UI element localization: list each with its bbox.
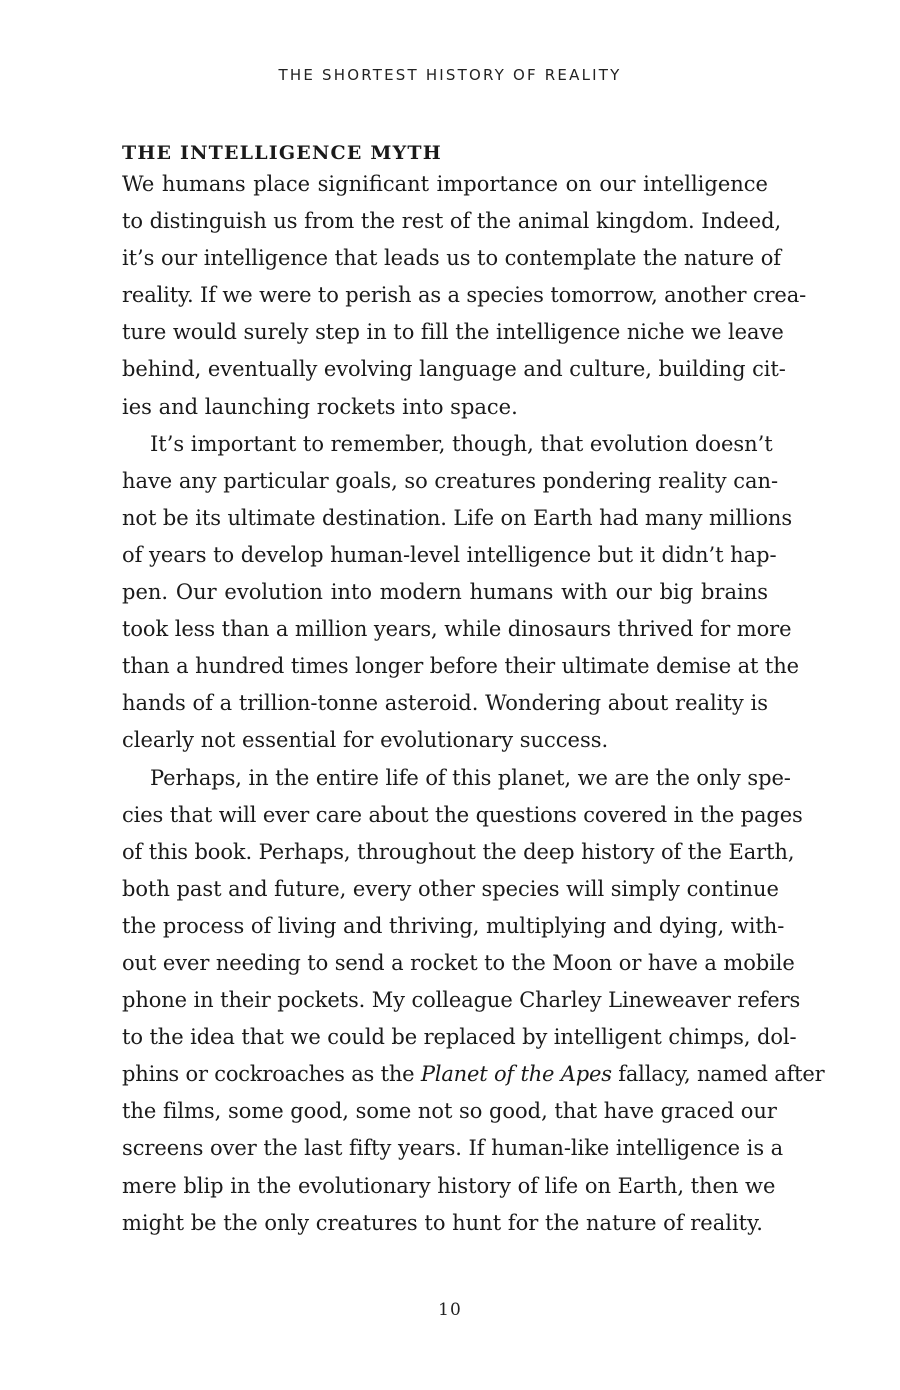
body-text bbox=[122, 140, 825, 1242]
text-line: mere blip in the evolutionary history of life on Earth, then we bbox=[122, 1173, 776, 1198]
text-line: pen. Our evolution into modern humans with our big brains bbox=[122, 580, 768, 605]
text-line: of this book. Perhaps, throughout the deep history of the Earth, bbox=[122, 839, 795, 864]
text-line: ies and launching rockets into space. bbox=[122, 394, 518, 419]
text-line: behind, eventually evolving language and culture, building cit- bbox=[122, 357, 786, 382]
text-line-with-title bbox=[122, 1056, 825, 1093]
running-head: THE SHORTEST HISTORY OF REALITY bbox=[278, 66, 622, 84]
text-line: clearly not essential for evolutionary success. bbox=[122, 728, 609, 753]
paragraph-1 bbox=[122, 166, 807, 426]
text-line: the process of living and thriving, multiplying and dying, with- bbox=[122, 913, 785, 938]
text-line: the films, some good, some not so good, that have graced our bbox=[122, 1099, 777, 1124]
text-line: We humans place significant importance on our intelligence bbox=[122, 172, 768, 196]
text-line: Perhaps, in the entire life of this planet, we are the only spe- bbox=[150, 765, 791, 790]
text-line: It’s important to remember, though, that evolution doesn’t bbox=[150, 431, 773, 456]
paragraph-3 bbox=[122, 760, 825, 1242]
text-line: out ever needing to send a rocket to the Moon or have a mobile bbox=[122, 950, 795, 975]
text-fragment: phins or cockroaches as the bbox=[122, 1062, 421, 1087]
text-line: might be the only creatures to hunt for the nature of reality. bbox=[122, 1210, 763, 1235]
text-line: both past and future, every other species will simply continue bbox=[122, 876, 779, 901]
text-line: than a hundred times longer before their ultimate demise at the bbox=[122, 654, 799, 679]
text-line: to distinguish us from the rest of the animal kingdom. Indeed, bbox=[122, 209, 782, 234]
book-title-italic: Planet of the Apes bbox=[420, 1062, 612, 1087]
text-line: not be its ultimate destination. Life on Earth had many millions bbox=[122, 505, 793, 530]
section-heading: THE INTELLIGENCE MYTH bbox=[122, 142, 442, 164]
text-line: have any particular goals, so creatures pondering reality can- bbox=[122, 468, 779, 493]
text-line: screens over the last fifty years. If human-like intelligence is a bbox=[122, 1136, 784, 1161]
text-line: phone in their pockets. My colleague Charley Lineweaver refers bbox=[122, 988, 801, 1013]
text-line: ture would surely step in to fill the intelligence niche we leave bbox=[122, 320, 784, 345]
paragraph-2 bbox=[122, 426, 799, 760]
page-number: 10 bbox=[438, 1300, 462, 1320]
text-line: of years to develop human-level intelligence but it didn’t hap- bbox=[122, 542, 777, 567]
text-line: cies that will ever care about the questions covered in the pages bbox=[122, 802, 803, 827]
text-line: reality. If we were to perish as a species tomorrow, another crea- bbox=[122, 283, 807, 308]
text-line: it’s our intelligence that leads us to contemplate the nature of bbox=[122, 246, 782, 271]
text-line: took less than a million years, while dinosaurs thrived for more bbox=[122, 617, 792, 642]
text-line: hands of a trillion-tonne asteroid. Wondering about reality is bbox=[122, 691, 768, 716]
text-fragment: fallacy, named after bbox=[611, 1062, 825, 1087]
text-line: to the idea that we could be replaced by intelligent chimps, dol- bbox=[122, 1025, 797, 1050]
